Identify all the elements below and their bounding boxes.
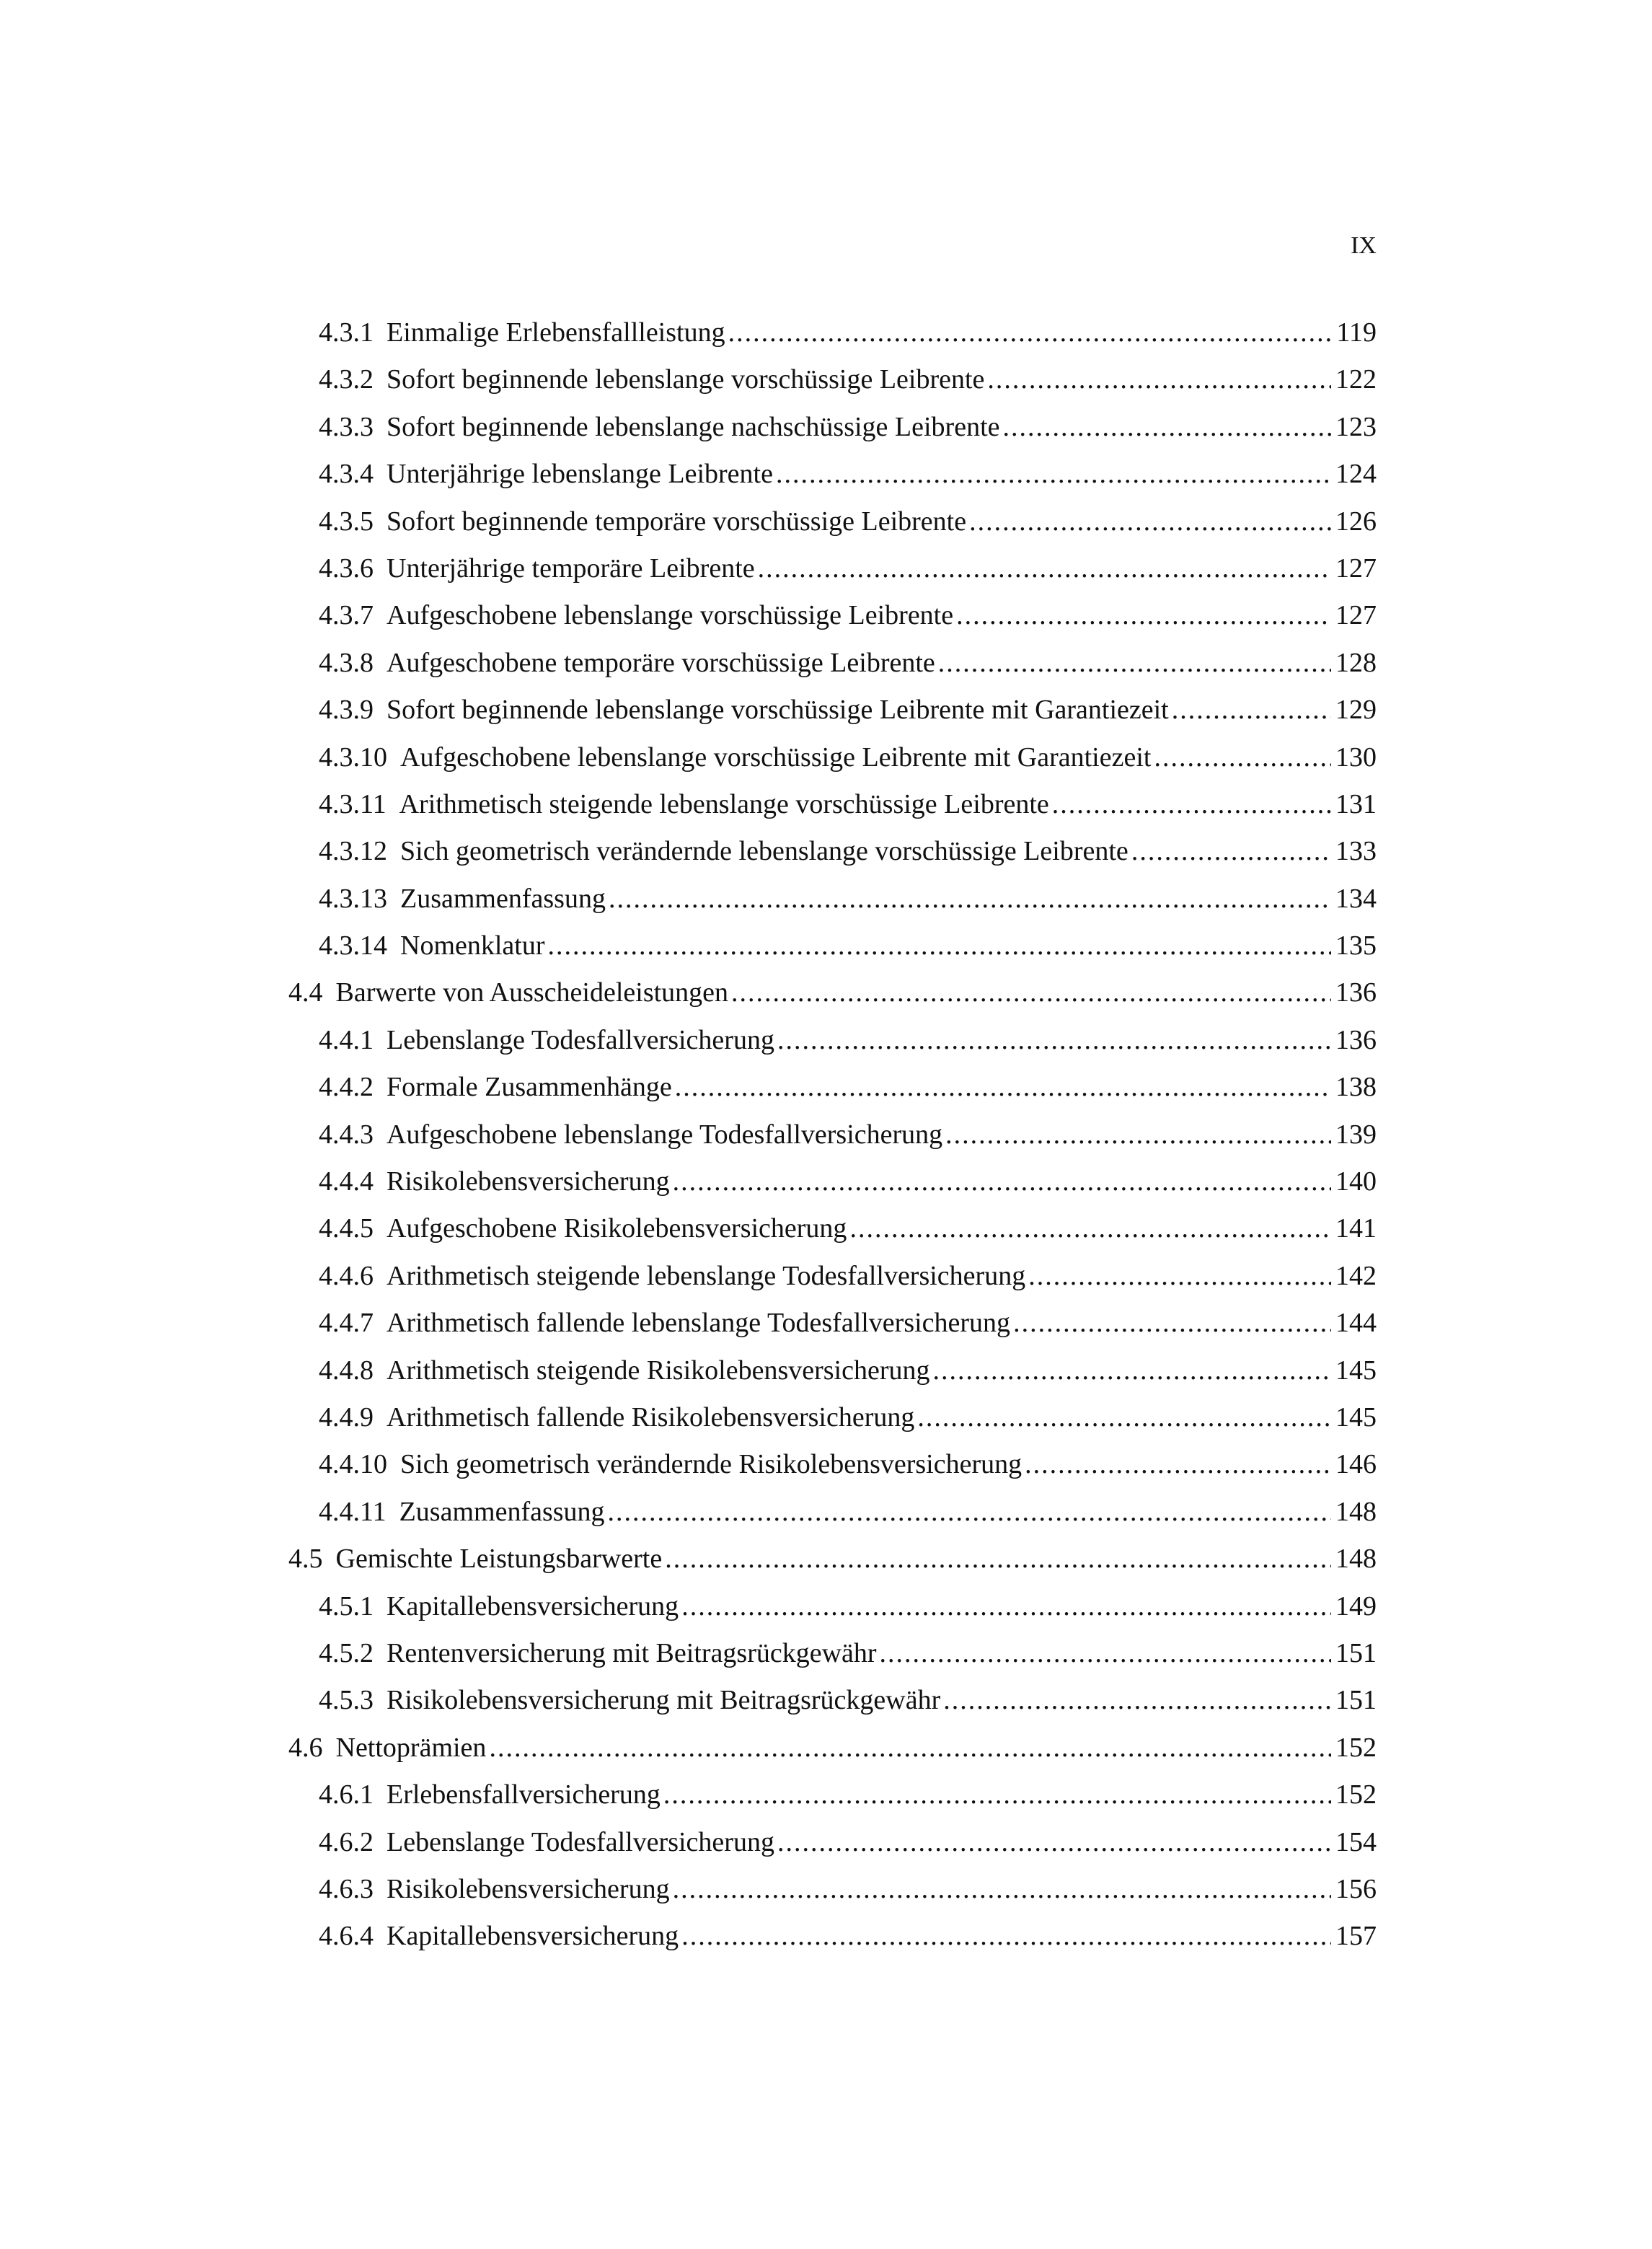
toc-entry-title: Zusammenfassung xyxy=(400,883,606,914)
toc-entry[interactable] xyxy=(288,1448,1377,1495)
toc-entry-number: 4.6 xyxy=(288,1732,323,1763)
toc-entry[interactable] xyxy=(288,1024,1377,1070)
dot-leader xyxy=(776,457,1331,490)
toc-entry-number: 4.3.13 xyxy=(319,883,387,914)
dot-leader xyxy=(1025,1448,1331,1481)
toc-entry-title: Sich geometrisch verändernde lebenslange vorschüssige Leibrente xyxy=(400,836,1128,867)
dot-leader xyxy=(880,1637,1331,1670)
toc-entry-number: 4.4.4 xyxy=(319,1166,374,1197)
toc-entry-number: 4.4.6 xyxy=(319,1260,374,1291)
toc-entry[interactable] xyxy=(288,1826,1377,1872)
dot-leader xyxy=(675,1070,1331,1104)
toc-entry-page: 148 xyxy=(1335,1544,1377,1575)
toc-entry[interactable] xyxy=(288,835,1377,881)
toc-entry-number: 4.3.8 xyxy=(319,647,374,678)
toc-entry-number: 4.4.7 xyxy=(319,1308,374,1339)
dot-leader xyxy=(548,929,1331,962)
toc-entry-number: 4.4.11 xyxy=(319,1496,387,1527)
dot-leader xyxy=(956,599,1331,632)
toc-entry-number: 4.4 xyxy=(288,977,323,1008)
toc-entry-title: Sich geometrisch verändernde Risikolebensversicherung xyxy=(400,1449,1022,1480)
dot-leader xyxy=(849,1212,1331,1245)
toc-entry[interactable] xyxy=(288,1354,1377,1401)
toc-entry-number: 4.3.11 xyxy=(319,788,387,819)
toc-entry-title: Aufgeschobene lebenslange vorschüssige Leibrente xyxy=(387,600,954,631)
toc-entry[interactable] xyxy=(288,410,1377,457)
toc-entry-title: Sofort beginnende lebenslange vorschüssige Leibrente xyxy=(387,364,985,395)
toc-entry[interactable] xyxy=(288,1872,1377,1919)
dot-leader xyxy=(681,1590,1331,1623)
toc-entry-page: 141 xyxy=(1335,1213,1377,1244)
dot-leader xyxy=(728,316,1333,349)
toc-entry-page: 131 xyxy=(1335,788,1377,819)
toc-entry-title: Kapitallebensversicherung xyxy=(387,1590,679,1621)
toc-entry-page: 144 xyxy=(1335,1308,1377,1339)
dot-leader xyxy=(489,1731,1331,1764)
toc-entry-page: 139 xyxy=(1335,1119,1377,1150)
toc-entry-number: 4.3.1 xyxy=(319,317,374,348)
toc-entry-title: Rentenversicherung mit Beitragsrückgewähr xyxy=(387,1637,877,1668)
toc-entry-number: 4.5 xyxy=(288,1544,323,1575)
toc-entry-title: Sofort beginnende lebenslange vorschüssige Leibrente mit Garantiezeit xyxy=(387,695,1169,726)
toc-entry-page: 142 xyxy=(1335,1260,1377,1291)
toc-entry-page: 136 xyxy=(1335,1024,1377,1055)
dot-leader xyxy=(673,1165,1331,1198)
toc-entry-number: 4.3.6 xyxy=(319,553,374,584)
toc-entry-title: Zusammenfassung xyxy=(399,1496,605,1527)
toc-entry-number: 4.6.1 xyxy=(319,1779,374,1810)
toc-entry[interactable] xyxy=(288,693,1377,740)
toc-entry-page: 156 xyxy=(1335,1873,1377,1904)
toc-entry-title: Einmalige Erlebensfallleistung xyxy=(387,317,725,348)
toc-entry-title: Arithmetisch steigende lebenslange vorschüssige Leibrente xyxy=(399,788,1049,819)
toc-entry[interactable] xyxy=(288,1165,1377,1212)
dot-leader xyxy=(1154,741,1331,774)
dot-leader xyxy=(777,1826,1331,1859)
toc-entry-page: 134 xyxy=(1335,883,1377,914)
toc-entry[interactable] xyxy=(288,552,1377,599)
dot-leader xyxy=(969,505,1331,538)
toc-entry-page: 128 xyxy=(1335,647,1377,678)
dot-leader xyxy=(1172,693,1331,726)
toc-entry-page: 127 xyxy=(1335,600,1377,631)
toc-entry-page: 151 xyxy=(1335,1685,1377,1716)
toc-entry[interactable] xyxy=(288,1590,1377,1637)
dot-leader xyxy=(1003,410,1332,444)
toc-entry-title: Nomenklatur xyxy=(400,930,545,961)
toc-entry-title: Aufgeschobene temporäre vorschüssige Leibrente xyxy=(387,647,935,678)
toc-entry[interactable] xyxy=(288,788,1377,835)
toc-entry-title: Risikolebensversicherung xyxy=(387,1873,670,1904)
toc-entry-page: 146 xyxy=(1335,1449,1377,1480)
toc-entry-number: 4.3.7 xyxy=(319,600,374,631)
table-of-contents xyxy=(288,316,1377,1967)
toc-entry-page: 154 xyxy=(1335,1826,1377,1857)
toc-entry-title: Arithmetisch steigende lebenslange Todesfallversicherung xyxy=(387,1260,1026,1291)
toc-entry-number: 4.3.9 xyxy=(319,695,374,726)
toc-entry-number: 4.4.3 xyxy=(319,1119,374,1150)
dot-leader xyxy=(681,1919,1331,1953)
toc-entry-number: 4.4.8 xyxy=(319,1355,374,1386)
dot-leader xyxy=(917,1401,1331,1434)
toc-entry-page: 135 xyxy=(1335,930,1377,961)
toc-entry-number: 4.4.2 xyxy=(319,1072,374,1103)
toc-entry[interactable] xyxy=(288,1118,1377,1165)
toc-entry-page: 148 xyxy=(1335,1496,1377,1527)
toc-entry-number: 4.4.5 xyxy=(319,1213,374,1244)
toc-entry-title: Arithmetisch steigende Risikolebensversicherung xyxy=(387,1355,930,1386)
toc-entry[interactable] xyxy=(288,316,1377,363)
toc-entry-page: 152 xyxy=(1335,1779,1377,1810)
toc-entry-title: Arithmetisch fallende lebenslange Todesfallversicherung xyxy=(387,1308,1011,1339)
toc-entry-title: Erlebensfallversicherung xyxy=(387,1779,661,1810)
dot-leader xyxy=(987,363,1331,396)
toc-entry-title: Unterjährige temporäre Leibrente xyxy=(387,553,755,584)
dot-leader xyxy=(1052,788,1331,821)
toc-entry-page: 123 xyxy=(1335,411,1377,442)
dot-leader xyxy=(1028,1259,1331,1293)
toc-entry-title: Lebenslange Todesfallversicherung xyxy=(387,1024,774,1055)
toc-entry[interactable] xyxy=(288,1542,1377,1589)
toc-entry-page: 129 xyxy=(1335,695,1377,726)
toc-entry-number: 4.6.2 xyxy=(319,1826,374,1857)
toc-entry-page: 145 xyxy=(1335,1401,1377,1432)
toc-entry-number: 4.4.1 xyxy=(319,1024,374,1055)
dot-leader xyxy=(609,882,1331,915)
toc-entry-title: Aufgeschobene lebenslange Todesfallversicherung xyxy=(387,1119,943,1150)
dot-leader xyxy=(945,1118,1331,1151)
toc-entry[interactable] xyxy=(288,1212,1377,1259)
toc-entry[interactable] xyxy=(288,599,1377,646)
toc-entry-title: Barwerte von Ausscheideleistungen xyxy=(335,977,729,1008)
dot-leader xyxy=(1131,835,1331,868)
toc-entry[interactable] xyxy=(288,1070,1377,1117)
toc-entry-number: 4.3.10 xyxy=(319,741,387,773)
dot-leader xyxy=(673,1872,1331,1906)
toc-entry-number: 4.6.4 xyxy=(319,1921,374,1952)
toc-entry[interactable] xyxy=(288,1684,1377,1730)
toc-entry-page: 145 xyxy=(1335,1355,1377,1386)
toc-entry[interactable] xyxy=(288,1401,1377,1448)
toc-entry-number: 4.3.3 xyxy=(319,411,374,442)
toc-entry-number: 4.6.3 xyxy=(319,1873,374,1904)
toc-entry[interactable] xyxy=(288,929,1377,976)
toc-entry-page: 152 xyxy=(1335,1732,1377,1763)
toc-entry-number: 4.3.5 xyxy=(319,506,374,537)
dot-leader xyxy=(663,1778,1331,1811)
toc-entry-number: 4.5.2 xyxy=(319,1637,374,1668)
toc-entry-title: Gemischte Leistungsbarwerte xyxy=(335,1544,663,1575)
toc-entry[interactable] xyxy=(288,741,1377,788)
toc-entry-title: Arithmetisch fallende Risikolebensversicherung xyxy=(387,1401,915,1432)
toc-entry[interactable] xyxy=(288,976,1377,1023)
toc-entry[interactable] xyxy=(288,1306,1377,1353)
dot-leader xyxy=(777,1024,1331,1057)
dot-leader xyxy=(938,646,1331,679)
toc-entry[interactable] xyxy=(288,363,1377,410)
toc-entry-number: 4.3.2 xyxy=(319,364,374,395)
toc-entry-title: Sofort beginnende temporäre vorschüssige Leibrente xyxy=(387,506,967,537)
toc-entry-number: 4.3.4 xyxy=(319,459,374,490)
toc-entry-title: Lebenslange Todesfallversicherung xyxy=(387,1826,774,1857)
dot-leader xyxy=(933,1354,1332,1387)
toc-entry[interactable] xyxy=(288,1495,1377,1542)
dot-leader xyxy=(1013,1306,1331,1339)
toc-entry[interactable] xyxy=(288,1731,1377,1778)
toc-entry-page: 133 xyxy=(1335,836,1377,867)
toc-entry-page: 127 xyxy=(1335,553,1377,584)
dot-leader xyxy=(608,1495,1331,1528)
dot-leader xyxy=(758,552,1331,585)
toc-entry[interactable] xyxy=(288,505,1377,552)
toc-entry-title: Risikolebensversicherung mit Beitragsrückgewähr xyxy=(387,1685,941,1716)
toc-entry-number: 4.3.14 xyxy=(319,930,387,961)
toc-entry-page: 119 xyxy=(1336,317,1377,348)
dot-leader xyxy=(731,976,1331,1009)
toc-entry-page: 138 xyxy=(1335,1072,1377,1103)
toc-entry-number: 4.4.9 xyxy=(319,1401,374,1432)
toc-entry-page: 140 xyxy=(1335,1166,1377,1197)
toc-entry-page: 124 xyxy=(1335,459,1377,490)
toc-entry[interactable] xyxy=(288,1259,1377,1306)
toc-entry-number: 4.3.12 xyxy=(319,836,387,867)
toc-entry-page: 130 xyxy=(1335,741,1377,773)
toc-entry[interactable] xyxy=(288,646,1377,693)
toc-entry-page: 149 xyxy=(1335,1590,1377,1621)
page-number: IX xyxy=(1351,232,1377,259)
toc-entry-title: Risikolebensversicherung xyxy=(387,1166,670,1197)
toc-entry[interactable] xyxy=(288,1637,1377,1684)
toc-entry-page: 126 xyxy=(1335,506,1377,537)
toc-entry-number: 4.5.3 xyxy=(319,1685,374,1716)
dot-leader xyxy=(665,1542,1331,1575)
dot-leader xyxy=(943,1684,1331,1717)
toc-entry-page: 151 xyxy=(1335,1637,1377,1668)
toc-entry[interactable] xyxy=(288,1919,1377,1966)
toc-entry-title: Unterjährige lebenslange Leibrente xyxy=(387,459,773,490)
toc-entry-page: 157 xyxy=(1335,1921,1377,1952)
toc-entry-title: Aufgeschobene Risikolebensversicherung xyxy=(387,1213,847,1244)
toc-entry-number: 4.4.10 xyxy=(319,1449,387,1480)
toc-entry[interactable] xyxy=(288,457,1377,504)
toc-entry-title: Kapitallebensversicherung xyxy=(387,1921,679,1952)
toc-entry-page: 136 xyxy=(1335,977,1377,1008)
toc-entry[interactable] xyxy=(288,1778,1377,1825)
toc-entry-title: Aufgeschobene lebenslange vorschüssige Leibrente mit Garantiezeit xyxy=(400,741,1152,773)
toc-entry[interactable] xyxy=(288,882,1377,929)
toc-entry-title: Formale Zusammenhänge xyxy=(387,1072,672,1103)
toc-entry-title: Nettoprämien xyxy=(335,1732,487,1763)
toc-entry-page: 122 xyxy=(1335,364,1377,395)
toc-entry-title: Sofort beginnende lebenslange nachschüssige Leibrente xyxy=(387,411,1000,442)
toc-entry-number: 4.5.1 xyxy=(319,1590,374,1621)
